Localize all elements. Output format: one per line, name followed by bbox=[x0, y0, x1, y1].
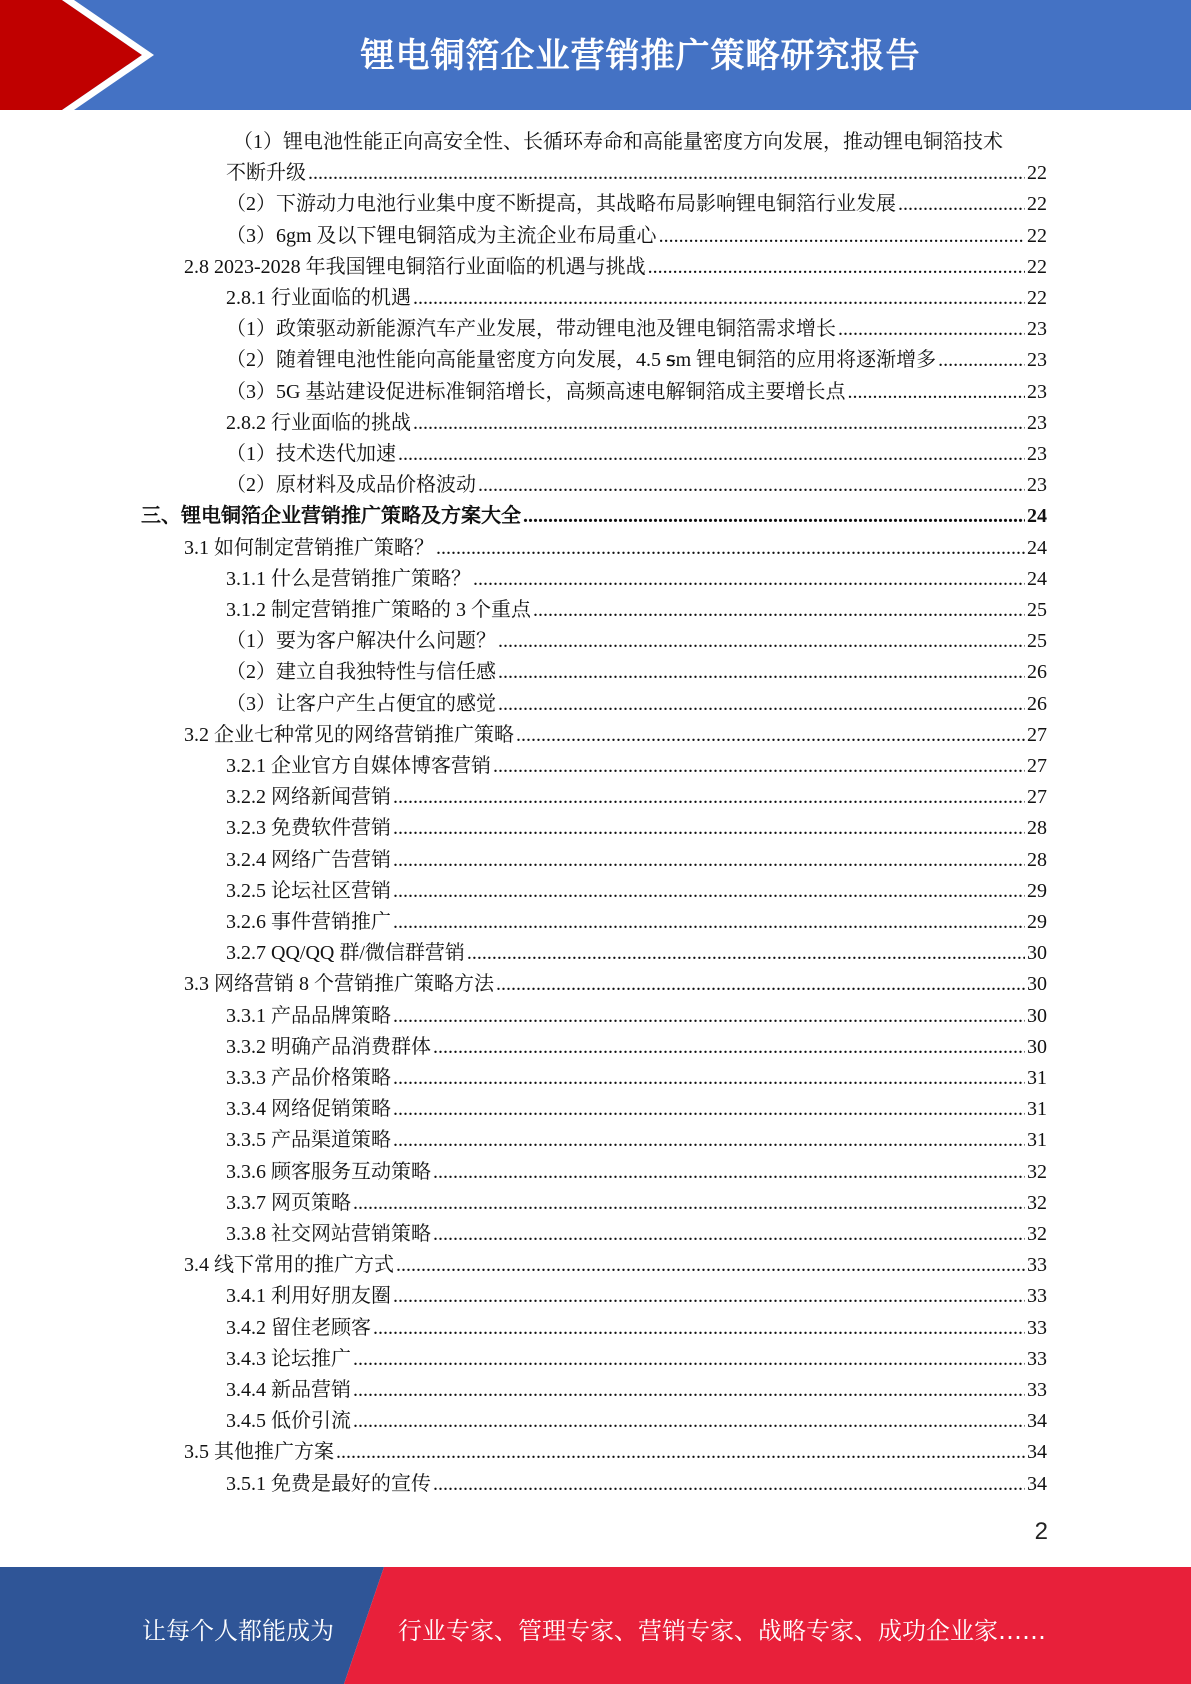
toc-leader-dots bbox=[393, 1281, 1025, 1312]
toc-entry-label: 3.3.4 网络促销策略 bbox=[226, 1098, 391, 1121]
toc-entry[interactable] bbox=[226, 439, 1047, 470]
toc-entry-label: 3.5 其他推广方案 bbox=[184, 1441, 334, 1464]
toc-entry-page: 33 bbox=[1027, 1379, 1047, 1401]
toc-entry-label: （3）5G 基站建设促进标准铜箔增长，高频高速电解铜箔成主要增长点 bbox=[226, 380, 846, 403]
toc-entry[interactable] bbox=[226, 314, 1047, 345]
toc-leader-dots bbox=[467, 938, 1025, 969]
toc-leader-dots bbox=[433, 1157, 1025, 1188]
toc-leader-dots bbox=[393, 1125, 1025, 1156]
toc-leader-dots bbox=[473, 564, 1025, 595]
toc-entry-label: 3.4.4 新品营销 bbox=[226, 1379, 351, 1401]
footer-slogan-right: 行业专家、管理专家、营销专家、战略专家、成功企业家…… bbox=[398, 1617, 1046, 1645]
toc-entry-page: 26 bbox=[1027, 661, 1047, 684]
toc-leader-dots bbox=[498, 626, 1025, 657]
toc-leader-dots bbox=[353, 1375, 1025, 1406]
toc-entry-page: 27 bbox=[1027, 755, 1047, 777]
toc-entry[interactable] bbox=[184, 533, 1047, 564]
toc-entry-label: 3.3.1 产品品牌策略 bbox=[226, 1004, 391, 1027]
toc-entry-page: 31 bbox=[1027, 1098, 1047, 1121]
footer-slogan-left: 让每个人都能成为 bbox=[142, 1617, 334, 1645]
toc-entry[interactable] bbox=[184, 969, 1047, 1000]
toc-entry[interactable] bbox=[226, 1281, 1047, 1312]
toc-entry[interactable] bbox=[226, 408, 1047, 439]
toc-entry-page: 28 bbox=[1027, 817, 1047, 840]
toc-leader-dots bbox=[413, 408, 1025, 439]
toc-entry[interactable] bbox=[226, 1157, 1047, 1188]
toc-entry-label: （1）技术迭代加速 bbox=[226, 443, 396, 465]
toc-entry[interactable] bbox=[226, 689, 1047, 720]
toc-entry-page: 25 bbox=[1027, 630, 1047, 653]
toc-entry[interactable] bbox=[226, 1001, 1047, 1032]
toc-entry-label: 3.2.7 QQ/QQ 群/微信群营销 bbox=[226, 942, 465, 965]
toc-entry-label: （1）政策驱动新能源汽车产业发展，带动锂电池及锂电铜箔需求增长 bbox=[226, 318, 836, 341]
toc-entry-page: 23 bbox=[1027, 411, 1047, 434]
page-footer bbox=[0, 1567, 1191, 1684]
toc-entry-label: 不断升级 bbox=[226, 162, 306, 185]
toc-entry-page: 32 bbox=[1027, 1160, 1047, 1183]
toc-entry-label: （1）要为客户解决什么问题？ bbox=[226, 630, 496, 653]
toc-leader-dots bbox=[516, 720, 1025, 751]
toc-leader-dots bbox=[433, 1219, 1025, 1250]
toc-leader-dots bbox=[498, 689, 1025, 720]
toc-entry[interactable] bbox=[184, 1437, 1047, 1468]
toc-leader-dots bbox=[498, 657, 1025, 688]
toc-entry-label: 3.2.2 网络新闻营销 bbox=[226, 786, 391, 809]
toc-entry-label: 3.1 如何制定营销推广策略？ bbox=[184, 536, 434, 559]
toc-leader-dots bbox=[336, 1437, 1025, 1468]
toc-entry-page: 29 bbox=[1027, 911, 1047, 933]
toc-entry[interactable] bbox=[226, 751, 1047, 782]
toc-entry-page: 27 bbox=[1027, 786, 1047, 809]
toc-entry[interactable] bbox=[226, 283, 1047, 314]
toc-entry-page: 29 bbox=[1027, 879, 1047, 902]
toc-entry-label: 三、锂电铜箔企业营销推广策略及方案大全 bbox=[141, 505, 521, 528]
toc-entry-page: 33 bbox=[1027, 1285, 1047, 1308]
toc-leader-dots bbox=[393, 1001, 1025, 1032]
toc-entry-label: 3.2.1 企业官方自媒体博客营销 bbox=[226, 755, 491, 777]
toc-entry-page: 28 bbox=[1027, 848, 1047, 871]
toc-entry-label: 3.2.3 免费软件营销 bbox=[226, 817, 391, 840]
toc-entry-page: 33 bbox=[1027, 1254, 1047, 1277]
toc-leader-dots bbox=[308, 158, 1025, 189]
toc-entry[interactable] bbox=[226, 564, 1047, 595]
toc-entry-label: 3.2.4 网络广告营销 bbox=[226, 848, 391, 871]
toc-entry-page: 32 bbox=[1027, 1191, 1047, 1214]
toc-entry-label: （2）建立自我独特性与信任感 bbox=[226, 661, 496, 684]
toc-leader-dots bbox=[393, 1063, 1025, 1094]
report-title: 锂电铜箔企业营销推广策略研究报告 bbox=[360, 36, 921, 76]
toc-entry[interactable] bbox=[226, 158, 1047, 189]
toc-leader-dots bbox=[436, 533, 1025, 564]
toc-entry-page: 24 bbox=[1027, 505, 1047, 528]
toc-entry-label: 2.8.2 行业面临的挑战 bbox=[226, 411, 411, 434]
toc-entry-page: 22 bbox=[1027, 162, 1047, 185]
toc-entry-page: 34 bbox=[1027, 1441, 1047, 1464]
toc-entry-page: 23 bbox=[1027, 380, 1047, 403]
toc-entry[interactable] bbox=[226, 1219, 1047, 1250]
toc-leader-dots bbox=[393, 1094, 1025, 1125]
toc-entry-label: 3.4 线下常用的推广方式 bbox=[184, 1254, 394, 1277]
toc-entry[interactable] bbox=[226, 189, 1047, 220]
toc-entry-label: 3.5.1 免费是最好的宣传 bbox=[226, 1472, 431, 1495]
toc-entry-label: 2.8 2023-2028 年我国锂电铜箔行业面临的机遇与挑战 bbox=[184, 255, 646, 278]
toc-entry[interactable] bbox=[141, 501, 1047, 532]
toc-entry-page: 30 bbox=[1027, 1004, 1047, 1027]
toc-entry-label: 3.3.2 明确产品消费群体 bbox=[226, 1035, 431, 1058]
toc-entry[interactable] bbox=[226, 626, 1047, 657]
toc-entry[interactable] bbox=[226, 845, 1047, 876]
toc-entry-label: 3.1.1 什么是营销推广策略？ bbox=[226, 567, 471, 590]
toc-leader-dots bbox=[353, 1344, 1025, 1375]
toc-entry[interactable] bbox=[226, 470, 1047, 501]
toc-entry-label: （2）原材料及成品价格波动 bbox=[226, 474, 476, 497]
toc-entry-page: 33 bbox=[1027, 1347, 1047, 1370]
toc-entry-page: 25 bbox=[1027, 599, 1047, 621]
toc-entry-label: 3.4.5 低价引流 bbox=[226, 1410, 351, 1433]
toc-entry-page: 24 bbox=[1027, 567, 1047, 590]
toc-entry-page: 22 bbox=[1027, 224, 1047, 247]
toc-leader-dots bbox=[493, 751, 1025, 782]
toc-entry[interactable] bbox=[226, 377, 1047, 408]
toc-entry-label: 3.3.3 产品价格策略 bbox=[226, 1067, 391, 1089]
toc-entry-page: 23 bbox=[1027, 349, 1047, 372]
toc-entry-label: 3.3.6 顾客服务互动策略 bbox=[226, 1160, 431, 1183]
toc-leader-dots bbox=[353, 1188, 1025, 1219]
toc-entry-page: 33 bbox=[1027, 1316, 1047, 1339]
toc-leader-dots bbox=[413, 283, 1025, 314]
toc-leader-dots bbox=[393, 876, 1025, 907]
toc-entry-page: 26 bbox=[1027, 692, 1047, 715]
toc-entry[interactable] bbox=[226, 1032, 1047, 1063]
toc-entry-label: 2.8.1 行业面临的机遇 bbox=[226, 287, 411, 309]
toc-leader-dots bbox=[847, 377, 1025, 408]
toc-leader-dots bbox=[393, 845, 1025, 876]
toc-entry[interactable] bbox=[226, 938, 1047, 969]
toc-entry-label: （2）随着锂电池性能向高能量密度方向发展，4.5 ꟊm 锂电铜箔的应用将逐渐增多 bbox=[226, 349, 937, 372]
toc-leader-dots bbox=[838, 314, 1025, 345]
toc-entry[interactable] bbox=[226, 813, 1047, 844]
toc-entry-label: 3.2.5 论坛社区营销 bbox=[226, 879, 391, 902]
toc-entry[interactable] bbox=[226, 1188, 1047, 1219]
toc-entry-page: 34 bbox=[1027, 1472, 1047, 1495]
toc-entry-label: 3.4.1 利用好朋友圈 bbox=[226, 1285, 391, 1308]
toc-entry[interactable] bbox=[226, 907, 1047, 938]
toc-entry[interactable] bbox=[226, 221, 1047, 252]
toc-entry-page: 27 bbox=[1027, 723, 1047, 746]
toc-leader-dots bbox=[353, 1406, 1025, 1437]
toc-entry[interactable] bbox=[226, 657, 1047, 688]
toc-leader-dots bbox=[393, 813, 1025, 844]
toc-entry-page: 34 bbox=[1027, 1410, 1047, 1433]
toc-entry[interactable] bbox=[226, 1469, 1047, 1500]
toc-entry[interactable] bbox=[226, 782, 1047, 813]
toc-entry-page: 23 bbox=[1027, 318, 1047, 341]
toc-entry-label: （3）让客户产生占便宜的感觉 bbox=[226, 692, 496, 715]
toc-entry[interactable] bbox=[226, 1313, 1047, 1344]
toc-leader-dots bbox=[433, 1469, 1025, 1500]
toc-leader-dots bbox=[533, 595, 1025, 626]
toc-leader-dots bbox=[393, 907, 1025, 938]
toc-entry-label: 3.2.6 事件营销推广 bbox=[226, 911, 391, 933]
toc-entry-page: 30 bbox=[1027, 973, 1047, 996]
toc-entry-page: 30 bbox=[1027, 942, 1047, 965]
toc-entry[interactable] bbox=[226, 1375, 1047, 1406]
toc-leader-dots bbox=[898, 189, 1025, 220]
toc-entry[interactable] bbox=[226, 1063, 1047, 1094]
toc-entry[interactable] bbox=[226, 1344, 1047, 1375]
toc-leader-dots bbox=[648, 252, 1025, 283]
toc-entry-page: 31 bbox=[1027, 1067, 1047, 1089]
toc-entry[interactable] bbox=[184, 1250, 1047, 1281]
toc-entry-label: （3）6gm 及以下锂电铜箔成为主流企业布局重心 bbox=[226, 224, 657, 247]
toc-entry[interactable] bbox=[226, 345, 1047, 376]
toc-entry-label: 3.3.7 网页策略 bbox=[226, 1191, 351, 1214]
toc-entry-label: 3.3.8 社交网站营销策略 bbox=[226, 1223, 431, 1245]
toc-entry-page: 22 bbox=[1027, 193, 1047, 216]
toc-entry-page: 22 bbox=[1027, 255, 1047, 278]
page-number: 2 bbox=[1034, 1518, 1048, 1545]
toc-leader-dots bbox=[396, 1250, 1025, 1281]
page-header bbox=[0, 0, 1191, 110]
toc-entry-wrapped-line: （1）锂电池性能正向高安全性、长循环寿命和高能量密度方向发展，推动锂电铜箔技术 bbox=[233, 131, 1003, 153]
toc-entry-label: 3.3 网络营销 8 个营销推广策略方法 bbox=[184, 973, 494, 996]
toc-entry[interactable] bbox=[184, 252, 1047, 283]
toc-leader-dots bbox=[373, 1313, 1025, 1344]
toc-entry[interactable] bbox=[226, 876, 1047, 907]
toc-leader-dots bbox=[523, 501, 1025, 532]
toc-entry-label: 3.1.2 制定营销推广策略的 3 个重点 bbox=[226, 599, 531, 621]
toc-entry-label: 3.3.5 产品渠道策略 bbox=[226, 1129, 391, 1152]
toc-entry-label: （2）下游动力电池行业集中度不断提高，其战略布局影响锂电铜箔行业发展 bbox=[226, 193, 896, 216]
toc-entry-page: 24 bbox=[1027, 536, 1047, 559]
toc-leader-dots bbox=[398, 439, 1025, 470]
toc-entry[interactable] bbox=[226, 595, 1047, 626]
toc-leader-dots bbox=[496, 969, 1025, 1000]
toc-entry[interactable] bbox=[226, 1406, 1047, 1437]
toc-entry-page: 23 bbox=[1027, 474, 1047, 497]
toc-leader-dots bbox=[433, 1032, 1025, 1063]
toc-entry[interactable] bbox=[184, 720, 1047, 751]
toc-leader-dots bbox=[938, 345, 1025, 376]
toc-entry-page: 22 bbox=[1027, 287, 1047, 309]
toc-entry-page: 31 bbox=[1027, 1129, 1047, 1152]
toc-entry[interactable] bbox=[226, 1094, 1047, 1125]
toc-entry-label: 3.4.3 论坛推广 bbox=[226, 1347, 351, 1370]
toc-leader-dots bbox=[478, 470, 1025, 501]
toc-entry-page: 32 bbox=[1027, 1223, 1047, 1245]
toc-entry-page: 23 bbox=[1027, 443, 1047, 465]
toc-leader-dots bbox=[659, 221, 1025, 252]
toc-entry-page: 30 bbox=[1027, 1035, 1047, 1058]
toc-leader-dots bbox=[393, 782, 1025, 813]
toc-entry-label: 3.2 企业七种常见的网络营销推广策略 bbox=[184, 723, 514, 746]
toc-entry[interactable] bbox=[226, 1125, 1047, 1156]
toc-entry-label: 3.4.2 留住老顾客 bbox=[226, 1316, 371, 1339]
